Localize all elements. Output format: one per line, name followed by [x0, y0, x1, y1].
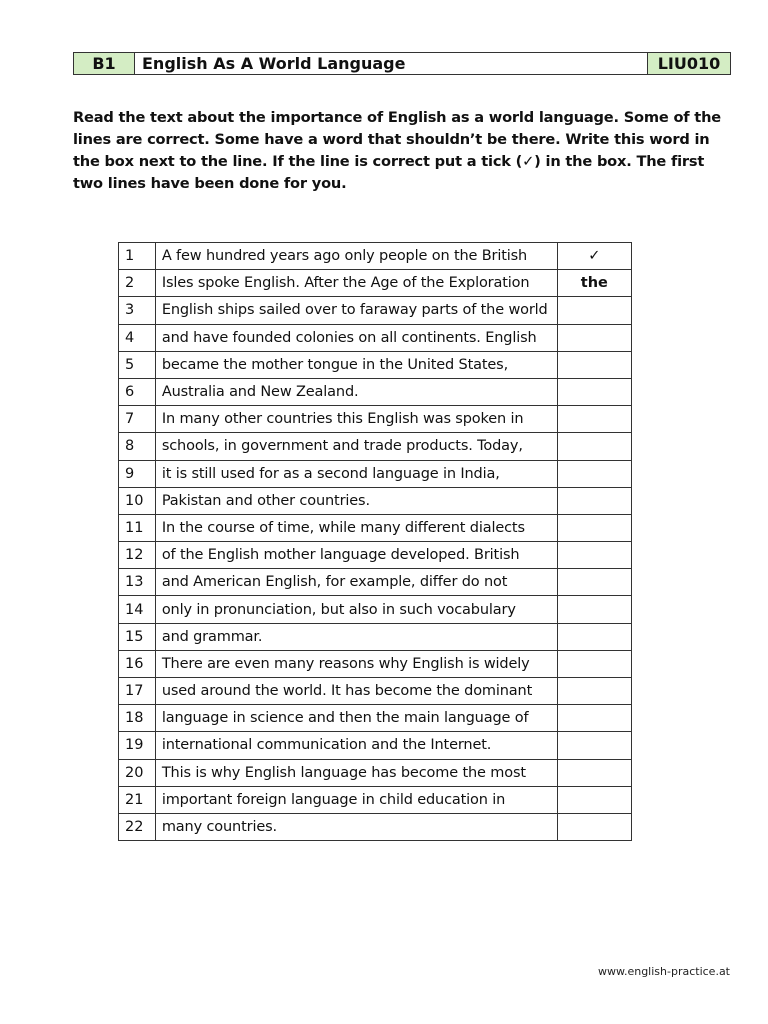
worksheet-code: LIU010 — [648, 53, 730, 74]
answer-box[interactable] — [557, 705, 631, 732]
line-text: only in pronunciation, but also in such vocabulary — [155, 596, 557, 623]
table-row — [119, 351, 632, 378]
table-row — [119, 243, 632, 270]
table-row — [119, 569, 632, 596]
table-row — [119, 678, 632, 705]
table-row — [119, 705, 632, 732]
worksheet-title: English As A World Language — [135, 53, 648, 74]
line-text: A few hundred years ago only people on the British — [155, 243, 557, 270]
line-number: 9 — [119, 460, 156, 487]
instructions-text: Read the text about the importance of English as a world language. Some of the lines are correct. Some have a word that shouldn’t be there. Write this word in the box next to the line. If the line is correct put a tick (✓) in the box. The first two lines have been done for you. — [73, 109, 721, 192]
line-number: 5 — [119, 351, 156, 378]
line-number: 20 — [119, 759, 156, 786]
line-number: 3 — [119, 297, 156, 324]
table-row — [119, 813, 632, 840]
line-number: 15 — [119, 623, 156, 650]
line-text: language in science and then the main language of — [155, 705, 557, 732]
answer-box[interactable] — [557, 569, 631, 596]
line-text: important foreign language in child education in — [155, 786, 557, 813]
line-text: In the course of time, while many different dialects — [155, 514, 557, 541]
table-row — [119, 487, 632, 514]
table-row — [119, 514, 632, 541]
table-row — [119, 433, 632, 460]
line-number: 16 — [119, 650, 156, 677]
line-text: English ships sailed over to faraway parts of the world — [155, 297, 557, 324]
table-row — [119, 786, 632, 813]
line-text: international communication and the Internet. — [155, 732, 557, 759]
answer-box[interactable] — [557, 596, 631, 623]
answer-box[interactable] — [557, 460, 631, 487]
answer-box[interactable] — [557, 542, 631, 569]
line-text: Australia and New Zealand. — [155, 378, 557, 405]
line-text: used around the world. It has become the dominant — [155, 678, 557, 705]
line-number: 21 — [119, 786, 156, 813]
table-row — [119, 542, 632, 569]
line-text: This is why English language has become the most — [155, 759, 557, 786]
table-row — [119, 759, 632, 786]
line-number: 13 — [119, 569, 156, 596]
answer-box[interactable] — [557, 732, 631, 759]
answer-box[interactable] — [557, 786, 631, 813]
line-number: 19 — [119, 732, 156, 759]
line-number: 12 — [119, 542, 156, 569]
answer-box[interactable] — [557, 650, 631, 677]
worksheet-header — [73, 52, 731, 75]
table-row — [119, 596, 632, 623]
line-text: and grammar. — [155, 623, 557, 650]
footer-website: www.english-practice.at — [597, 965, 730, 978]
answer-box[interactable] — [557, 297, 631, 324]
answer-box[interactable] — [557, 324, 631, 351]
line-number: 10 — [119, 487, 156, 514]
answer-box[interactable]: the — [557, 270, 631, 297]
table-row — [119, 732, 632, 759]
answer-box[interactable] — [557, 623, 631, 650]
line-number: 17 — [119, 678, 156, 705]
answer-box[interactable] — [557, 433, 631, 460]
table-row — [119, 623, 632, 650]
line-number: 18 — [119, 705, 156, 732]
line-number: 4 — [119, 324, 156, 351]
line-number: 7 — [119, 406, 156, 433]
answer-box[interactable] — [557, 678, 631, 705]
answer-box[interactable] — [557, 514, 631, 541]
line-number: 8 — [119, 433, 156, 460]
table-row — [119, 297, 632, 324]
answer-box[interactable] — [557, 813, 631, 840]
line-text: Pakistan and other countries. — [155, 487, 557, 514]
answer-box[interactable]: ✓ — [557, 243, 631, 270]
table-row — [119, 270, 632, 297]
line-number: 2 — [119, 270, 156, 297]
answer-box[interactable] — [557, 406, 631, 433]
exercise-table — [118, 242, 632, 841]
line-text: schools, in government and trade products. Today, — [155, 433, 557, 460]
line-text: of the English mother language developed. British — [155, 542, 557, 569]
line-text: it is still used for as a second language in India, — [155, 460, 557, 487]
line-number: 6 — [119, 378, 156, 405]
line-text: many countries. — [155, 813, 557, 840]
table-row — [119, 650, 632, 677]
answer-box[interactable] — [557, 487, 631, 514]
line-number: 22 — [119, 813, 156, 840]
table-row — [119, 324, 632, 351]
answer-box[interactable] — [557, 378, 631, 405]
answer-box[interactable] — [557, 351, 631, 378]
level-badge: B1 — [74, 53, 135, 74]
line-number: 1 — [119, 243, 156, 270]
line-number: 14 — [119, 596, 156, 623]
table-row — [119, 406, 632, 433]
line-text: and American English, for example, differ do not — [155, 569, 557, 596]
line-text: Isles spoke English. After the Age of the Exploration — [155, 270, 557, 297]
line-text: There are even many reasons why English is widely — [155, 650, 557, 677]
line-text: In many other countries this English was spoken in — [155, 406, 557, 433]
line-text: and have founded colonies on all continents. English — [155, 324, 557, 351]
answer-box[interactable] — [557, 759, 631, 786]
line-number: 11 — [119, 514, 156, 541]
table-row — [119, 378, 632, 405]
line-text: became the mother tongue in the United States, — [155, 351, 557, 378]
table-row — [119, 460, 632, 487]
exercise-table-body — [119, 243, 632, 841]
